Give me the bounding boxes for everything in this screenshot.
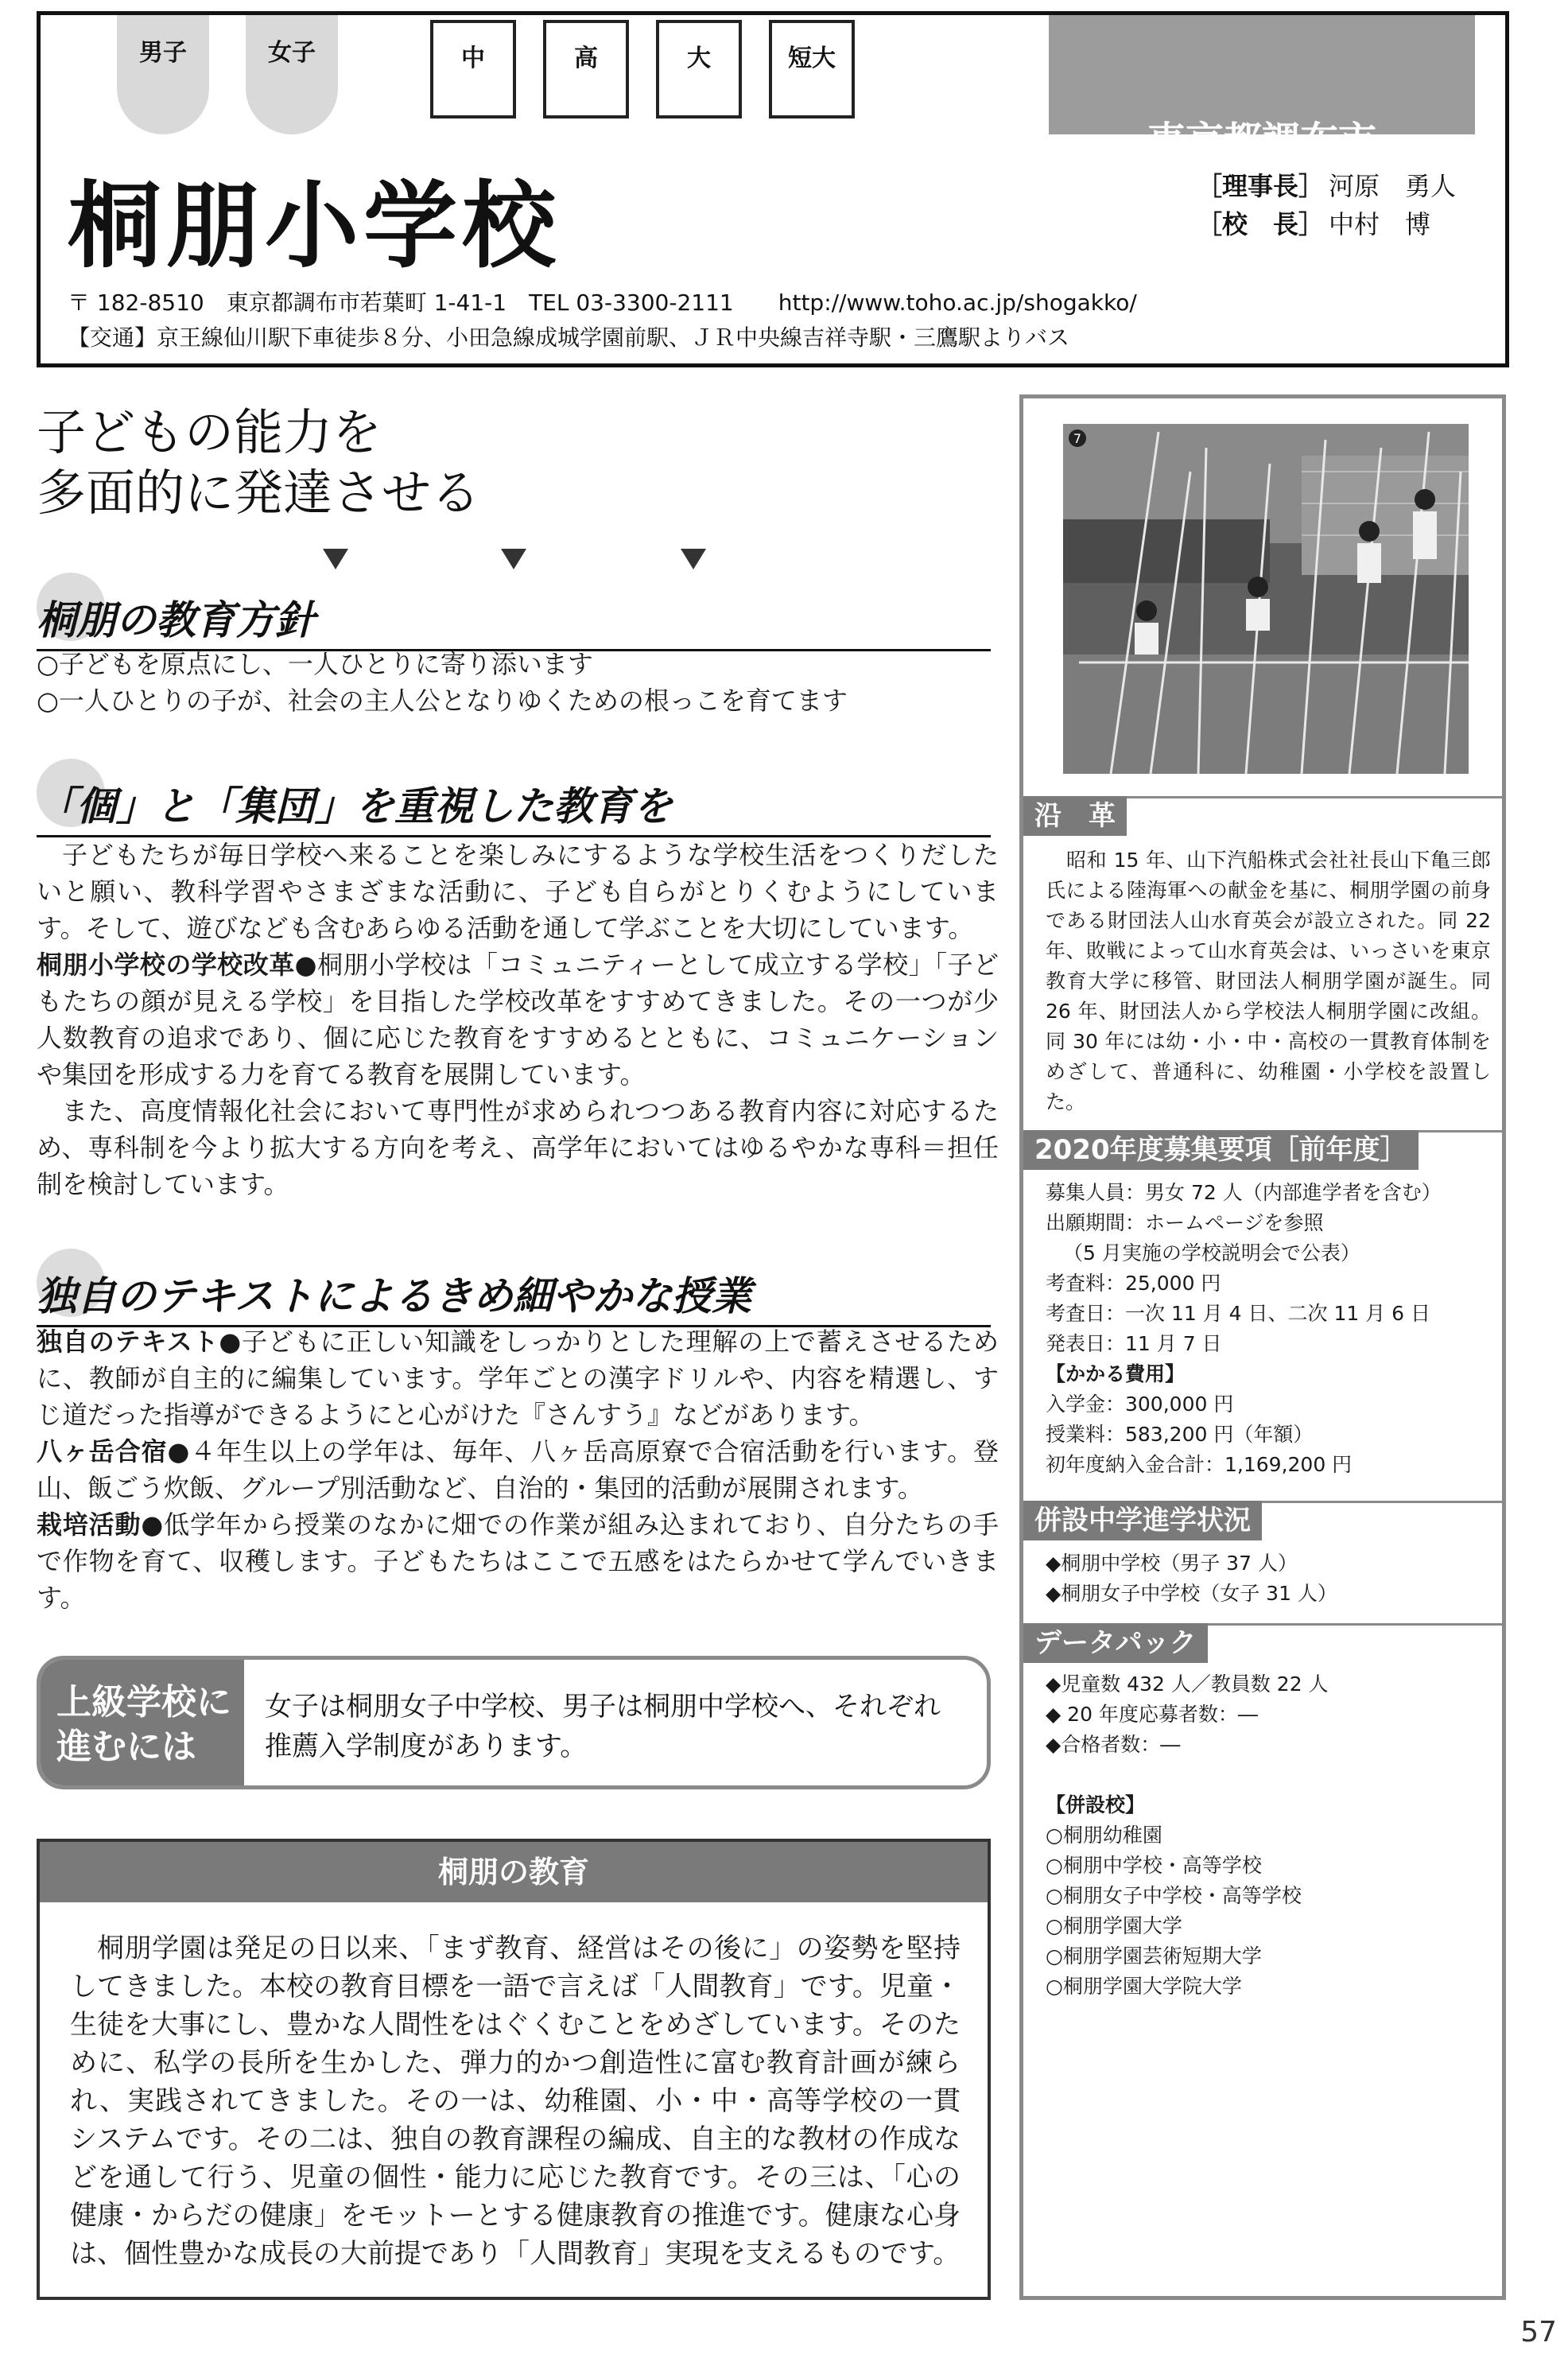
catchphrase [37,402,480,523]
keyword: 独自のテキスト● [37,1327,243,1357]
history-text: 昭和 15 年、山下汽船株式会社社長山下亀三郎氏による陸海軍への献金を基に、桐朋学園の前身である財団法人山水育英会が設立された。同 22 年、敗戦によって山水育英会は、いっさいを東京教育大学に移管、財団法人桐朋学園が誕生。同 26 年、財団法人から学校法人桐朋学園に改組。同 30 年には幼・小・中・高校の一貫教育体制をめざして、普通科に、幼稚園・小学校を設置した。 [1046,849,1491,1113]
tag-high-school: 高 [543,20,629,118]
paragraph [37,1506,999,1616]
school-header [37,11,1509,367]
junior-high-list [1046,1548,1491,1609]
tag-junior-high: 中 [430,20,516,118]
affiliated-item: ○桐朋女子中学校・高等学校 [1046,1884,1302,1907]
triangle-icon [323,549,348,569]
admissions-list [1046,1178,1491,1480]
section-textbook-title: 独自のテキストによるきめ細やかな授業 [37,1265,991,1327]
paragraph-text: 低学年から授業のなかに畑での作業が組み込まれており、自分たちの手で作物を育て、収穫します。子どもたちはここで五感をはたらかせて学んでいきます。 [37,1509,999,1613]
fee-item: 入学金：300,000 円 [1046,1393,1234,1416]
keyword: 八ヶ岳合宿● [37,1436,191,1467]
tag-university: 大 [656,20,742,118]
officer-chairman [1197,166,1456,203]
admissions-item: 出願期間：ホームページを参照 [1046,1211,1324,1234]
admissions-item: 考査日：一次 11 月 4 日、二次 11 月 6 日 [1046,1302,1431,1325]
officer-role: ［理事長］ [1197,171,1325,201]
toho-education-text: 桐朋学園は発足の日以来、「まず教育、経営はその後に」の姿勢を堅持してきました。本校の教育目標を一語で言えば「人間教育」です。児童・生徒を大事にし、豊かな人間性をはぐくむことをめざしています。そのために、私学の長所を生かした、弾力的かつ創造性に富む教育計画が練られ、実践されてきました。その一は、幼稚園、小・中・高等学校の一貫システムです。その二は、独自の教育課程の編成、自主的な教材の作成などを通して行う、児童の個性・能力に応じた教育です。その三は、「心の健康・からだの健康」をモットーとする健康教育の推進です。健康な心身は、個性豊かな成長の大前提であり「人間教育」実現を支えるものです。 [70,1933,961,2270]
triangle-icon [501,549,526,569]
catchphrase-line-2: 多面的に発達させる [37,464,481,522]
junior-high-heading: 併設中学進学状況 [1023,1501,1262,1540]
affiliated-item: ○桐朋中学校・高等学校 [1046,1854,1262,1877]
officer-name: 中村 博 [1329,209,1431,239]
keyword: 栽培活動● [37,1509,165,1540]
data-pack-item: ◆合格者数：― [1046,1733,1181,1756]
policy-item: ○子どもを原点にし、一人ひとりに寄り添います [37,649,593,679]
policy-title: 桐朋の教育方針 [37,589,991,651]
data-pack-list [1046,1669,1491,2002]
fee-item: 授業料：583,200 円（年額） [1046,1423,1314,1446]
fee-item: 初年度納入金合計：1,169,200 円 [1046,1453,1353,1476]
climbing-poles-photo-image [1063,424,1469,774]
data-pack-heading: データパック [1023,1623,1208,1663]
admissions-item: （5 月実施の学校説明会で公表） [1063,1241,1360,1265]
policy-item: ○一人ひとりの子が、社会の主人公となりゆくための根っこを育てます [37,686,848,716]
junior-high-item: ◆桐朋女子中学校（女子 31 人） [1046,1582,1337,1605]
paragraph: また、高度情報化社会において専門性が求められつつある教育内容に対応するため、専科制を今より拡大する方向を考え、高学年においてはゆるやかな専科＝担任制を検討しています。 [37,1096,999,1199]
officer-principal [1197,204,1430,241]
advancement-label-line: 上級学校に [56,1682,231,1723]
address-line: 〒 182-8510 東京都調布市若葉町 1-41-1 TEL 03-3300-2111 http://www.toho.ac.jp/shogakko/ [68,289,1137,316]
fees-heading: 【かかる費用】 [1046,1362,1186,1385]
school-name: 桐朋小学校 [68,171,561,281]
admissions-item: 考査料：25,000 円 [1046,1272,1221,1295]
photo-number: 7 [1073,431,1082,446]
section-textbook-body [37,1323,999,1616]
affiliated-item: ○桐朋学園芸術短期大学 [1046,1944,1262,1968]
advancement-text: 女子は桐朋女子中学校、男子は桐朋中学校へ、それぞれ推薦入学制度があります。 [265,1691,941,1762]
affiliated-item: ○桐朋学園大学院大学 [1046,1975,1242,1998]
paragraph [37,1433,999,1506]
affiliated-item: ○桐朋幼稚園 [1046,1824,1162,1847]
sidebar [1019,394,1506,2300]
section-individual-group-body [37,837,999,1202]
history-heading: 沿 革 [1023,796,1127,836]
advancement-label [41,1660,244,1785]
toho-education-box [37,1839,991,2300]
toho-education-title: 桐朋の教育 [40,1842,988,1902]
triangle-icon [681,549,706,569]
prefecture-label: 東京都調布市 [1147,118,1376,163]
affiliated-item: ○桐朋学園大学 [1046,1914,1182,1937]
officer-name: 河原 勇人 [1329,171,1457,201]
admissions-heading: 2020年度募集要項［前年度］ [1023,1130,1419,1170]
catchphrase-line-1: 子どもの能力を [37,403,382,461]
policy-list [37,646,999,719]
officer-role: ［校 長］ [1197,209,1325,239]
advancement-label-line: 進むには [56,1727,196,1767]
spacer [1046,1760,1491,1790]
section-individual-group-title: 「個」と「集団」を重視した教育を [37,775,991,837]
prefecture-banner [1049,15,1475,163]
school-photo [1063,424,1469,774]
tag-boys: 男子 [117,15,209,134]
keyword: 桐朋小学校の学校改革● [37,950,318,980]
tag-junior-college: 短大 [769,20,855,118]
tag-girls: 女子 [246,15,338,134]
paragraph [37,946,999,1093]
paragraph: 子どもたちが毎日学校へ来ることを楽しみにするような学校生活をつくりだしたいと願い、教科学習やさまざまな活動に、子ども自らがとりくむようにしています。そして、遊びなども含むあらゆる活動を通して学ぶことを大切にしています。 [37,840,999,943]
paragraph [37,1323,999,1433]
paragraph-text: ４年生以上の学年は、毎年、八ヶ岳高原寮で合宿活動を行います。登山、飯ごう炊飯、グループ別活動など、自治的・集団的活動が展開されます。 [37,1436,999,1503]
transport-line: 【交通】京王線仙川駅下車徒歩８分、小田急線成城学園前駅、ＪＲ中央線吉祥寺駅・三鷹駅よりバス [68,324,1070,351]
paragraph-text: 桐朋小学校は「コミュニティーとして成立する学校」「子どもたちの顔が見える学校」を目指した学校改革をすすめてきました。その一つが少人数教育の追求であり、個に応じた教育をすすめるとともに、コミュニケーションや集団を形成する力を育てる教育を展開しています。 [37,950,999,1090]
paragraph-text: 子どもに正しい知識をしっかりとした理解の上で蓄えさせるために、教師が自主的に編集しています。学年ごとの漢字ドリルや、内容を精選し、すじ道だった指導ができるようにと心がけた『さんすう』などがあります。 [37,1327,999,1430]
page-number: 57 [1520,2316,1557,2348]
data-pack-item: ◆ 20 年度応募者数：― [1046,1703,1258,1726]
admissions-item: 募集人員：男女 72 人（内部進学者を含む） [1046,1181,1442,1204]
junior-high-item: ◆桐朋中学校（男子 37 人） [1046,1552,1298,1575]
affiliated-heading: 【併設校】 [1046,1793,1146,1816]
advancement-box [37,1656,991,1789]
data-pack-item: ◆児童数 432 人／教員数 22 人 [1046,1672,1329,1696]
admissions-item: 発表日：11 月 7 日 [1046,1332,1222,1355]
